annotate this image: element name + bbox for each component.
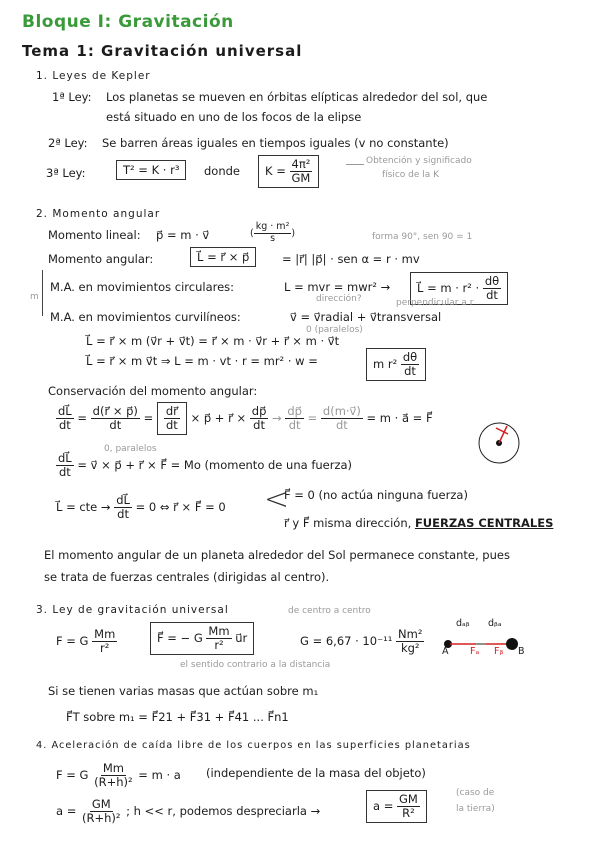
note-sentido: el sentido contrario a la distancia bbox=[180, 660, 331, 670]
momento-lineal-label: Momento lineal: bbox=[48, 228, 141, 242]
section-3-heading: 3. Ley de gravitación universal bbox=[36, 604, 229, 616]
f1-num: Mm bbox=[94, 627, 116, 641]
f4-tail: = m · a bbox=[138, 768, 181, 783]
unit-num: kg · m² bbox=[255, 221, 290, 232]
conclusion-b: se trata de fuerzas centrales (dirigidas al centro). bbox=[44, 570, 330, 584]
a-label: a = bbox=[56, 804, 77, 819]
cons-d4-num: dp⃗ bbox=[251, 404, 267, 418]
note-paralelos2: 0, paralelos bbox=[104, 444, 157, 454]
ma-circular-num: dθ bbox=[484, 274, 500, 288]
cte-den: dt bbox=[117, 507, 129, 522]
momento-fuerza-line bbox=[56, 452, 352, 479]
ma-bracket bbox=[42, 270, 45, 316]
cons-d1-den: dt bbox=[58, 418, 71, 433]
ma-curvilineo-box-text: m r² bbox=[373, 357, 398, 372]
f4-label: F = G bbox=[56, 768, 89, 783]
law1-text-a: Los planetas se mueven en órbitas elípticas alrededor del sol, que bbox=[106, 90, 488, 104]
law3-note-b: físico de la K bbox=[382, 170, 440, 180]
two-body-diagram bbox=[440, 618, 530, 662]
mo-num: dL⃗ bbox=[58, 451, 72, 465]
law3-donde: donde bbox=[204, 164, 240, 178]
ma-circular-label: M.A. en movimientos circulares: bbox=[50, 280, 235, 294]
section-4-heading: 4. Aceleración de caída libre de los cuerpos en las superficies planetarias bbox=[36, 740, 471, 751]
cons-gray-den: dt bbox=[288, 418, 301, 433]
topic-title: Tema 1: Gravitación universal bbox=[22, 42, 303, 60]
law3-k-fraction bbox=[290, 158, 313, 185]
suma-fuerzas: F⃗T sobre m₁ = F⃗21 + F⃗31 + F⃗41 ... F⃗n1 bbox=[66, 710, 289, 724]
f1-label: F = G bbox=[56, 634, 89, 649]
cons-tail: = m · a⃗ = F⃗ bbox=[366, 411, 433, 426]
g-unit-num: Nm² bbox=[398, 627, 423, 641]
ma-curvilineo-box bbox=[366, 348, 426, 381]
note-sen90: forma 90°, sen 90 = 1 bbox=[372, 232, 473, 242]
g-unit-den: kg² bbox=[400, 641, 420, 656]
cons-d3-den: dt bbox=[165, 418, 178, 433]
momento-angular-modulo: = |r⃗| |p⃗| · sen α = r · mv bbox=[282, 252, 420, 266]
a-num: GM bbox=[91, 797, 111, 811]
note-direccion: dirección? bbox=[316, 294, 362, 304]
ma-curvilineo-formula: v⃗ = v⃗radial + v⃗transversal bbox=[290, 310, 442, 324]
cte-b: = 0 ⇔ r⃗ × F⃗ = 0 bbox=[135, 500, 226, 515]
a-box-label: a = bbox=[373, 799, 394, 814]
ma-curvilineo-line2: L⃗ = r⃗ × m v⃗t ⇒ L = m · vt · r = mr² · w = bbox=[86, 354, 318, 368]
conservacion-heading: Conservación del momento angular: bbox=[48, 384, 258, 398]
law3-k-box bbox=[258, 155, 319, 188]
cte-opt2-text: r⃗ y F⃗ misma dirección, bbox=[284, 516, 412, 530]
cte-opt2-bold: FUERZAS CENTRALES bbox=[414, 516, 554, 530]
ma-circular-formula: L = mvr = mwr² → bbox=[284, 280, 391, 294]
note-paralelos: 0 (paralelos) bbox=[306, 325, 363, 335]
caida-libre-box bbox=[366, 790, 427, 823]
caida-libre-a bbox=[56, 798, 320, 825]
caida-libre-note: (independiente de la masa del objeto) bbox=[206, 766, 426, 780]
caida-libre-f bbox=[56, 762, 181, 789]
cons-gray2-den: dt bbox=[335, 418, 348, 433]
ma-curvilineo-label: M.A. en movimientos curvilíneos: bbox=[50, 310, 241, 324]
page-title: Bloque I: Gravitación bbox=[22, 12, 234, 32]
law2-text: Se barren áreas iguales en tiempos iguales (v no constante) bbox=[102, 136, 449, 150]
momento-lineal-unit: ( $\frac{\text{kg · m²}}{s}$ ) bbox=[250, 221, 296, 244]
f2-den: r² bbox=[214, 638, 224, 653]
a-box-den: R² bbox=[402, 806, 415, 821]
f4-den: (R+h)² bbox=[94, 775, 133, 790]
conservacion-line: $\frac{dL⃗}{dt}$ = $\frac{d(r⃗ \times p⃗)}{dt}$ = $\frac{dr⃗}{dt}$ × p⃗ + r⃗ × $\frac{dp⃗}{dt}$ → $\frac{dp⃗}{dt}$ = $\frac{d(m\cdot v⃗)}{dt}$ = m · a⃗ = F⃗ bbox=[56, 402, 433, 435]
momento-lineal-formula: p⃗ = m · v⃗ bbox=[156, 228, 210, 242]
ley-gravitacion-escalar bbox=[56, 628, 117, 655]
law3-k-den: GM bbox=[291, 171, 311, 186]
law3-formula: T² = K · r³ bbox=[116, 160, 186, 180]
diag-force-a: Fₐ bbox=[470, 646, 480, 657]
law3-dash bbox=[346, 164, 364, 165]
a-box-num: GM bbox=[399, 792, 418, 806]
diag-force-b: Fᵦ bbox=[494, 646, 504, 657]
side-label: m bbox=[30, 292, 39, 302]
diag-point-b: B bbox=[518, 646, 525, 657]
section-1-heading: 1. Leyes de Kepler bbox=[36, 70, 151, 82]
mo-text: = v⃗ × p⃗ + r⃗ × F⃗ = Mo (momento de una fuerza) bbox=[77, 458, 353, 473]
law3-note-a: Obtención y significado bbox=[366, 156, 472, 166]
law1-label: 1ª Ley: bbox=[52, 90, 92, 104]
diag-point-a: A bbox=[442, 646, 449, 657]
f2-tail: u⃗r bbox=[235, 631, 248, 646]
cons-d1-num: dL⃗ bbox=[58, 404, 72, 418]
ma-curvilineo-line1: L⃗ = r⃗ × m (v⃗r + v⃗t) = r⃗ × m · v⃗r + r⃗ × m · v⃗t bbox=[86, 334, 340, 348]
momento-angular-label: Momento angular: bbox=[48, 252, 154, 266]
ma-curvilineo-num: dθ bbox=[402, 350, 418, 364]
cte-line bbox=[56, 494, 226, 521]
f2-num: Mm bbox=[208, 624, 230, 638]
g-value: G = 6,67 · 10⁻¹¹ bbox=[300, 634, 393, 649]
body-b bbox=[506, 638, 518, 650]
cons-gray-num: dp⃗ bbox=[287, 404, 302, 418]
law3-label: 3ª Ley: bbox=[46, 166, 86, 180]
cons-d2-num: d(r⃗ × p⃗) bbox=[92, 404, 138, 418]
ma-curvilineo-den: dt bbox=[404, 364, 416, 379]
cons-d3-num: dr⃗ bbox=[165, 404, 178, 418]
cte-num: dL⃗ bbox=[116, 493, 130, 507]
diag-label-a: dₐᵦ bbox=[456, 618, 470, 629]
mo-den: dt bbox=[58, 465, 71, 480]
ma-circular-den: dt bbox=[486, 288, 498, 303]
f1-den: r² bbox=[100, 641, 110, 656]
constante-g bbox=[300, 628, 424, 655]
law1-text-b: está situado en uno de los focos de la elipse bbox=[106, 110, 362, 124]
note-caso-a: (caso de bbox=[456, 788, 495, 798]
diag-label-b: dᵦₐ bbox=[488, 618, 502, 629]
a-tail: ; h << r, podemos despreciarla → bbox=[126, 804, 321, 819]
momento-angular-formula: L⃗ = r⃗ × p⃗ bbox=[190, 247, 256, 267]
cons-gray2-num: d(m·v⃗) bbox=[322, 404, 361, 418]
cte-a: L⃗ = cte → bbox=[56, 500, 111, 515]
cons-d2-den: dt bbox=[109, 418, 122, 433]
cte-opt1: F⃗ = 0 (no actúa ninguna fuerza) bbox=[284, 488, 468, 502]
f4-num: Mm bbox=[102, 761, 124, 775]
orbit-diagram bbox=[474, 418, 524, 468]
conclusion-a: El momento angular de un planeta alrededor del Sol permanece constante, pues bbox=[44, 548, 510, 562]
cte-brace: < bbox=[264, 482, 290, 517]
unit-den: s bbox=[270, 232, 276, 244]
varias-masas: Si se tienen varias masas que actúan sobre m₁ bbox=[48, 684, 319, 698]
law3-k-num: 4π² bbox=[291, 157, 311, 171]
cte-opt2 bbox=[284, 516, 553, 530]
note-centro: de centro a centro bbox=[288, 606, 371, 616]
note-caso-b: la tierra) bbox=[456, 804, 495, 814]
ma-circular-box-text: L⃗ = m · r² · bbox=[417, 281, 480, 296]
ley-gravitacion-vectorial bbox=[150, 622, 254, 655]
note-perp: perpendicular a r bbox=[396, 298, 474, 308]
f2-label: F⃗ = − G bbox=[157, 631, 203, 646]
cons-p1: × p⃗ + r⃗ × bbox=[190, 411, 247, 426]
law2-label: 2ª Ley: bbox=[48, 136, 88, 150]
cons-d4-den: dt bbox=[253, 418, 265, 433]
orbit-radius-vector bbox=[499, 426, 507, 443]
law3-k-label: K = bbox=[265, 164, 286, 179]
a-den: (R+h)² bbox=[82, 811, 121, 826]
section-2-heading: 2. Momento angular bbox=[36, 208, 161, 220]
